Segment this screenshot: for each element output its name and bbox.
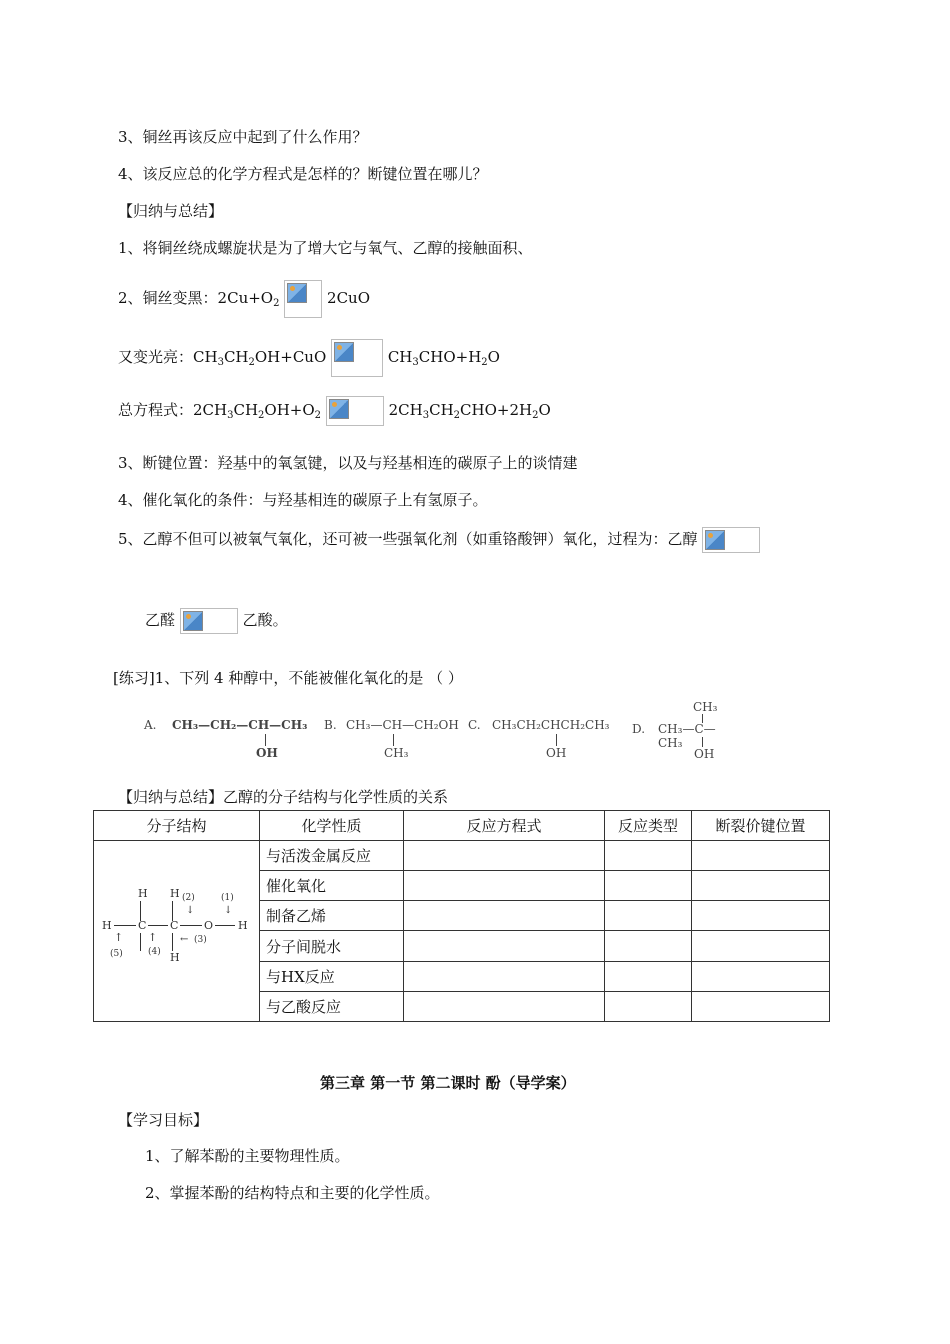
equation-cell[interactable] xyxy=(404,961,605,991)
atom-h: H xyxy=(138,887,148,900)
bond-line xyxy=(172,901,173,921)
arrow-down-icon: ↓ xyxy=(186,905,195,916)
bond-cell[interactable] xyxy=(692,841,830,871)
summary-item-5-cont: 乙醛 乙酸。 xyxy=(145,608,288,634)
broken-image-icon xyxy=(183,611,203,631)
summary-item-1: 1、将铜丝绕成螺旋状是为了增大它与氧气、乙醇的接触面积、 xyxy=(118,239,533,257)
type-cell[interactable] xyxy=(605,841,692,871)
table-header: 反应类型 xyxy=(605,811,692,841)
bond-line xyxy=(556,734,557,746)
atom-h: H xyxy=(238,919,248,932)
equation-copy-black: 2、铜丝变黑：$2Cu+O_2$ 2CuO xyxy=(118,280,370,318)
atom-h: H xyxy=(170,951,180,964)
table-header: 反应方程式 xyxy=(404,811,605,841)
table-header: 断裂价键位置 xyxy=(692,811,830,841)
bond-line xyxy=(140,933,141,951)
option-b-chain: CH₃—CH—CH₂OH xyxy=(346,718,459,732)
arrow-image-placeholder xyxy=(284,280,322,318)
type-cell[interactable] xyxy=(605,991,692,1021)
bond-line xyxy=(180,925,202,926)
summary-item-4: 4、催化氧化的条件：与羟基相连的碳原子上有氢原子。 xyxy=(118,491,488,509)
type-cell[interactable] xyxy=(605,871,692,901)
equation-total: 总方程式：$2CH_3CH_2OH+O_2$ $2CH_3CH_2CHO+2H_2O$ xyxy=(118,396,551,426)
bond-line xyxy=(702,737,703,747)
equation-cell[interactable] xyxy=(404,931,605,961)
atom-c: C xyxy=(170,919,179,932)
bond-cell[interactable] xyxy=(692,901,830,931)
property-cell: 与活泼金属反应 xyxy=(260,841,404,871)
summary-item-5: 5、乙醇不但可以被氧气氧化，还可被一些强氧化剂（如重铬酸钾）氧化，过程为：乙醇 xyxy=(118,527,760,553)
arrow-image-placeholder xyxy=(326,396,384,426)
table-heading: 【归纳与总结】乙醇的分子结构与化学性质的关系 xyxy=(118,788,449,806)
equation-cell[interactable] xyxy=(404,991,605,1021)
bond-line xyxy=(172,933,173,951)
property-cell: 与HX反应 xyxy=(260,961,404,991)
property-cell: 分子间脱水 xyxy=(260,931,404,961)
bond-label: (2) xyxy=(182,893,195,903)
option-b-label: B. xyxy=(324,718,337,732)
type-cell[interactable] xyxy=(605,931,692,961)
exercise-options xyxy=(140,700,740,770)
option-a-oh: OH xyxy=(256,746,278,760)
arrow-down-icon: ↓ xyxy=(224,905,233,916)
ethanol-structure xyxy=(94,841,259,1021)
bond-label: (1) xyxy=(221,893,234,903)
arrow-up-icon: ↑ xyxy=(114,931,124,944)
equation-copy-bright: 又变光亮：$CH_3CH_2OH+CuO$ $CH_3CHO+H_2O$ xyxy=(118,339,500,377)
bond-line xyxy=(140,901,141,921)
type-cell[interactable] xyxy=(605,901,692,931)
property-cell: 催化氧化 xyxy=(260,871,404,901)
atom-h: H xyxy=(170,887,180,900)
goal-2: 2、掌握苯酚的结构特点和主要的化学性质。 xyxy=(145,1184,440,1202)
bond-cell[interactable] xyxy=(692,871,830,901)
bond-line xyxy=(265,734,266,746)
question-4: 4、该反应总的化学方程式是怎样的？断键位置在哪儿？ xyxy=(118,165,488,183)
arrow-image-placeholder xyxy=(702,527,760,553)
bond-line xyxy=(215,925,235,926)
broken-image-icon xyxy=(329,399,349,419)
atom-c: C xyxy=(138,919,147,932)
option-d-chain: CH₃—C—CH₃ xyxy=(658,722,716,750)
bond-cell[interactable] xyxy=(692,931,830,961)
option-b-sub: CH₃ xyxy=(384,746,409,760)
table-header: 分子结构 xyxy=(94,811,260,841)
equation-cell[interactable] xyxy=(404,871,605,901)
summary-item-3: 3、断键位置：羟基中的氧氢键，以及与羟基相连的碳原子上的谈情建 xyxy=(118,454,578,472)
table-row xyxy=(94,841,830,871)
atom-o: O xyxy=(204,919,214,932)
structure-cell xyxy=(94,841,260,1022)
broken-image-icon xyxy=(705,530,725,550)
section-title: 第三章 第一节 第二课时 酚（导学案） xyxy=(320,1074,576,1092)
atom-h: H xyxy=(102,919,112,932)
broken-image-icon xyxy=(334,342,354,362)
arrow-left-icon: ← xyxy=(180,934,189,945)
bond-line xyxy=(393,734,394,746)
bond-line xyxy=(114,925,136,926)
option-a-label: A. xyxy=(144,718,157,732)
summary-heading: 【归纳与总结】 xyxy=(118,202,224,220)
option-a-chain: CH₃—CH₂—CH—CH₃ xyxy=(172,718,308,732)
bond-line xyxy=(148,925,168,926)
option-c-label: C. xyxy=(468,718,481,732)
question-3: 3、铜丝再该反应中起到了什么作用？ xyxy=(118,128,368,146)
bond-label: (5) xyxy=(110,949,123,959)
property-cell: 制备乙烯 xyxy=(260,901,404,931)
goals-heading: 【学习目标】 xyxy=(118,1111,209,1129)
option-d-top: CH₃ xyxy=(693,700,718,714)
bond-cell[interactable] xyxy=(692,991,830,1021)
option-c-chain: CH₃CH₂CHCH₂CH₃ xyxy=(492,718,610,732)
arrow-up-icon: ↑ xyxy=(148,931,158,944)
table-header-row xyxy=(94,811,830,841)
option-c-oh: OH xyxy=(546,746,567,760)
bond-cell[interactable] xyxy=(692,961,830,991)
broken-image-icon xyxy=(287,283,307,303)
type-cell[interactable] xyxy=(605,961,692,991)
arrow-image-placeholder xyxy=(331,339,383,377)
arrow-image-placeholder xyxy=(180,608,238,634)
exercise-question: [练习]1、下列 4 种醇中，不能被催化氧化的是 （ ） xyxy=(113,669,463,687)
equation-cell[interactable] xyxy=(404,841,605,871)
goal-1: 1、了解苯酚的主要物理性质。 xyxy=(145,1147,350,1165)
equation-cell[interactable] xyxy=(404,901,605,931)
bond-label: (3) xyxy=(194,935,207,945)
ethanol-properties-table xyxy=(93,810,830,1022)
option-d-oh: OH xyxy=(694,747,715,761)
table-header: 化学性质 xyxy=(260,811,404,841)
bond-label: (4) xyxy=(148,947,161,957)
option-d-label: D. xyxy=(632,722,646,736)
property-cell: 与乙酸反应 xyxy=(260,991,404,1021)
